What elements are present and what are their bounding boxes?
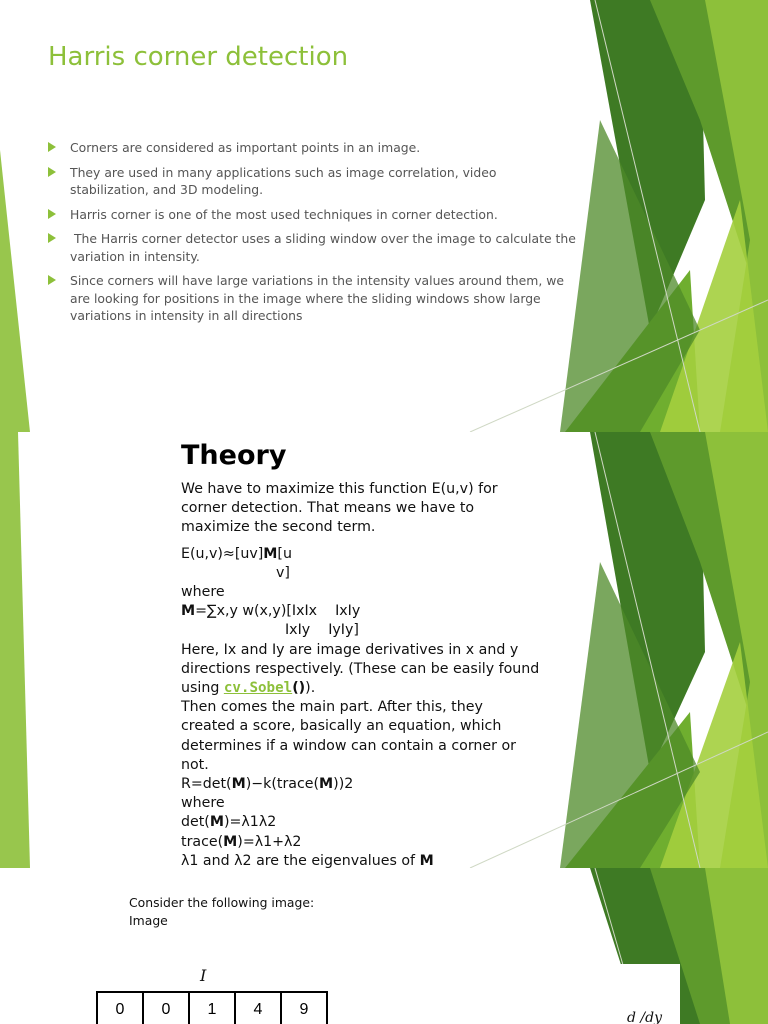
equation-text: [u bbox=[277, 545, 292, 562]
bullet-item bbox=[48, 206, 578, 224]
matrix-symbol: M bbox=[419, 852, 434, 868]
equation-text: det( bbox=[181, 814, 210, 831]
intensity-matrix bbox=[96, 991, 328, 1024]
matrix-symbol: M bbox=[231, 776, 246, 793]
slide-title: Harris corner detection bbox=[48, 42, 349, 72]
bullet-text: Corners are considered as important points in an image. bbox=[70, 140, 421, 155]
bullet-item bbox=[48, 164, 578, 199]
bullet-arrow-icon bbox=[48, 142, 56, 152]
paragraph-text: ). bbox=[305, 680, 316, 697]
code-parens: () bbox=[292, 680, 306, 697]
equation-matrix-row2: IxIy IyIy] bbox=[285, 622, 359, 639]
bullet-text: Harris corner is one of the most used techniques in corner detection. bbox=[70, 206, 498, 222]
bullet-text: Since corners will have large variations in the intensity values around them, we are looking for positions in the image where the sliding windows show large variations in intensity in all directions bbox=[70, 273, 564, 323]
matrix-cell: 0 bbox=[97, 992, 143, 1024]
matrix-symbol: M bbox=[263, 545, 278, 562]
bullet-arrow-icon bbox=[48, 233, 56, 243]
paragraph-text: Here, Ix and Iy are image derivatives in x and y directions respectively. (These can be easily found using bbox=[181, 641, 540, 697]
equation-text: ))2 bbox=[333, 776, 354, 793]
sobel-link[interactable]: cv.Sobel bbox=[223, 680, 293, 697]
matrix-row bbox=[97, 992, 327, 1024]
bullet-text: The Harris corner detector uses a sliding window over the image to calculate the variation in intensity. bbox=[70, 231, 580, 264]
matrix-symbol: M bbox=[181, 603, 196, 620]
slide-title: Theory bbox=[181, 440, 287, 471]
equation-energy bbox=[181, 545, 541, 564]
equation-text: E(u,v)≈[uv] bbox=[181, 545, 264, 562]
matrix-cell: 1 bbox=[189, 992, 235, 1024]
equation-text: )−k(trace( bbox=[245, 776, 320, 793]
derivatives-paragraph bbox=[181, 641, 541, 699]
equation-text: R=det( bbox=[181, 776, 232, 793]
bullet-item bbox=[48, 272, 578, 325]
matrix-cell: 4 bbox=[235, 992, 281, 1024]
bullet-item bbox=[48, 230, 578, 265]
slide-example-image bbox=[0, 868, 768, 1024]
eigenvalue-line bbox=[181, 852, 541, 868]
equation-energy-row2: v] bbox=[276, 564, 290, 581]
bullet-arrow-icon bbox=[48, 167, 56, 177]
bullet-arrow-icon bbox=[48, 275, 56, 285]
slide-theory bbox=[0, 432, 768, 868]
where-label: where bbox=[181, 795, 225, 812]
equation-text: =∑x,y w(x,y)[IxIx IxIy bbox=[195, 603, 361, 620]
equation-text: λ1 and λ2 are the eigenvalues of bbox=[181, 852, 420, 868]
bullet-item bbox=[48, 139, 578, 157]
image-label: Image bbox=[129, 913, 168, 928]
where-label: where bbox=[181, 584, 225, 601]
derivative-label: d /dy bbox=[627, 1010, 662, 1024]
bullet-arrow-icon bbox=[48, 209, 56, 219]
matrix-cell: 9 bbox=[281, 992, 327, 1024]
matrix-label: I bbox=[200, 966, 207, 985]
equation-text: )=λ1+λ2 bbox=[237, 833, 302, 850]
theory-body bbox=[181, 480, 541, 868]
bullet-text: They are used in many applications such as image correlation, video stabilization, and 3D modeling. bbox=[70, 164, 497, 197]
matrix-symbol: M bbox=[209, 814, 224, 831]
consider-text: Consider the following image: bbox=[129, 895, 315, 910]
equation-matrix-def bbox=[181, 602, 541, 621]
slide-harris-intro bbox=[0, 0, 768, 432]
intro-paragraph: We have to maximize this function E(u,v) for corner detection. That means we have to maximize the second term. bbox=[181, 481, 498, 536]
matrix-symbol: M bbox=[223, 833, 238, 850]
matrix-cell: 0 bbox=[143, 992, 189, 1024]
equation-score bbox=[181, 775, 541, 794]
bullet-list bbox=[48, 139, 578, 332]
equation-det bbox=[181, 813, 541, 832]
equation-text: trace( bbox=[181, 833, 224, 850]
equation-text: )=λ1λ2 bbox=[223, 814, 277, 831]
example-intro bbox=[129, 894, 314, 930]
main-part-paragraph: Then comes the main part. After this, they created a score, basically an equation, which determines if a window can contain a corner or not. bbox=[181, 699, 516, 773]
matrix-symbol: M bbox=[319, 776, 334, 793]
equation-trace bbox=[181, 833, 541, 852]
